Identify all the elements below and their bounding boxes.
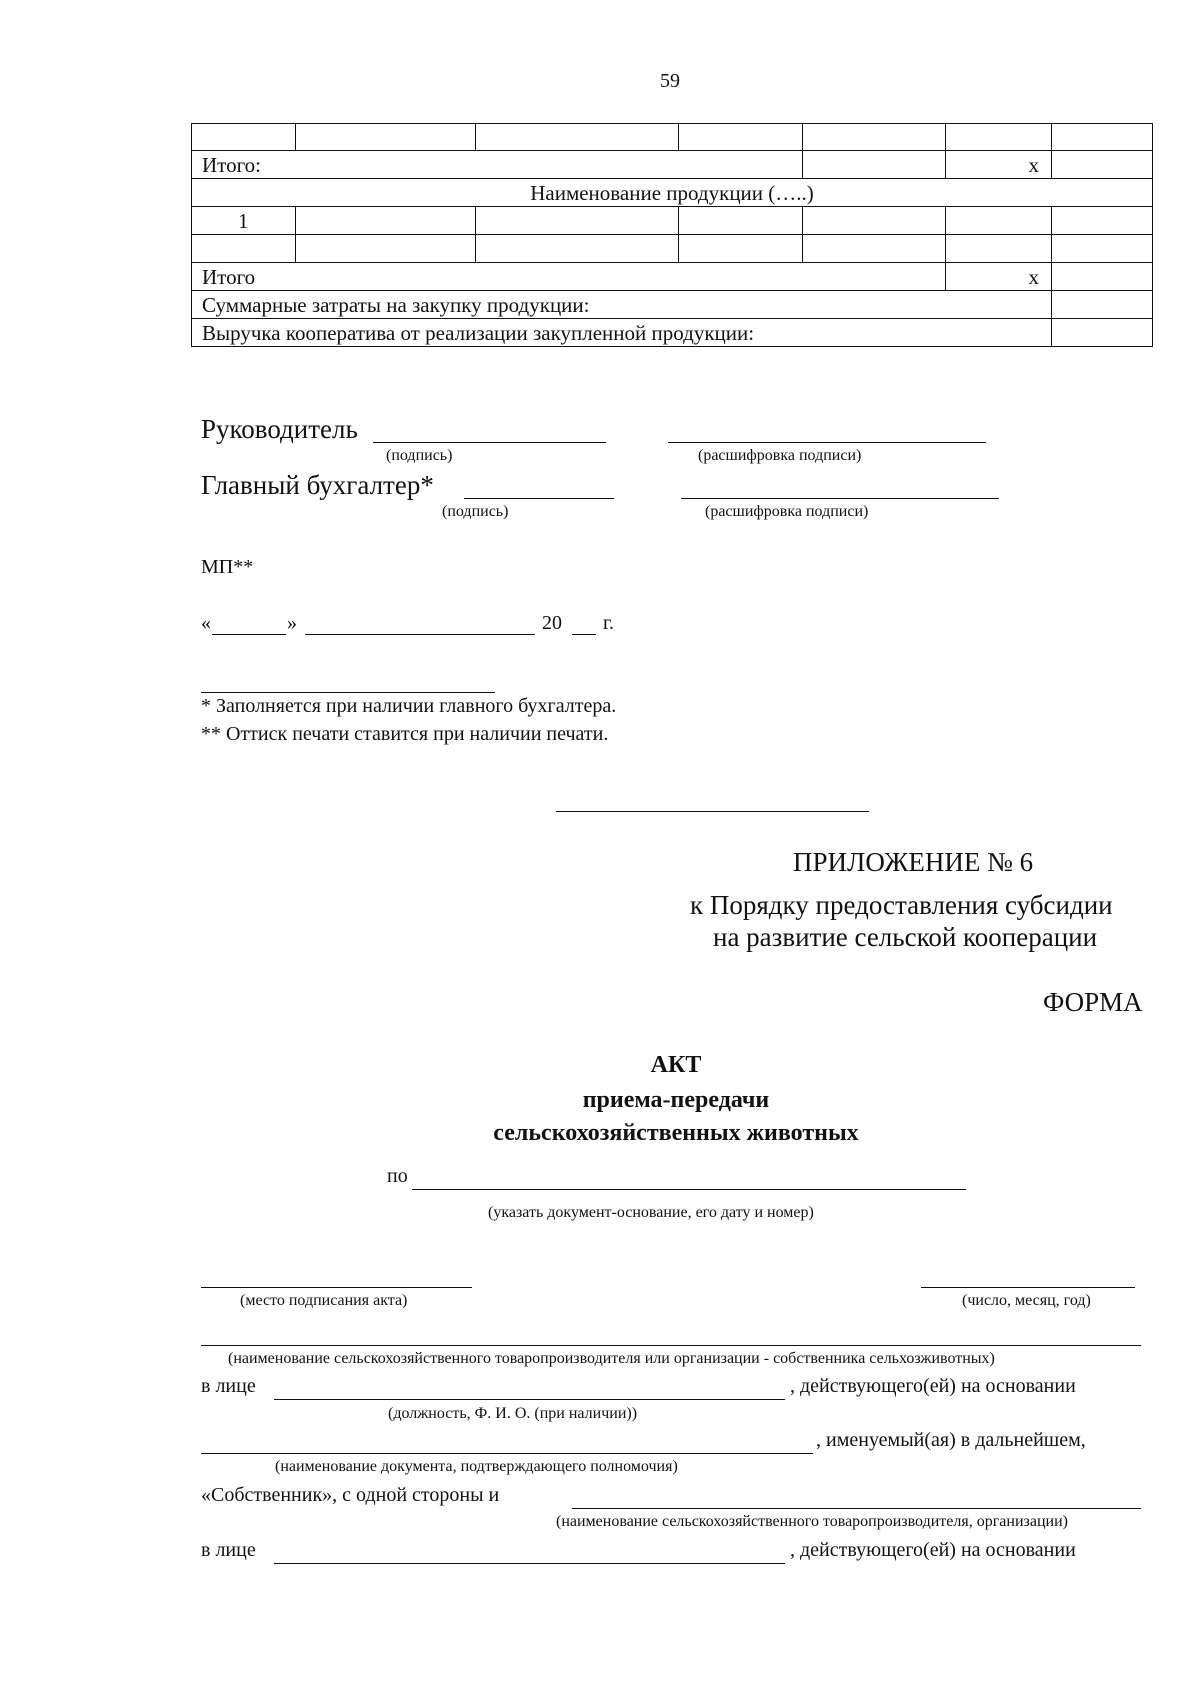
hereinafter-label: , именуемый(ая) в дальнейшем, <box>816 1429 1086 1451</box>
total-label-cell: Итого <box>192 263 946 291</box>
place-line <box>201 1287 472 1288</box>
acting-label-2: , действующего(ей) на основании <box>790 1539 1076 1561</box>
accountant-decode-hint: (расшифровка подписи) <box>705 503 869 520</box>
basis-hint: (указать документ-основание, его дату и номер) <box>488 1204 814 1221</box>
table-row <box>192 179 1153 207</box>
sum-costs-cell: Суммарные затраты на закупку продукции: <box>192 291 1052 319</box>
representative-line-2 <box>274 1563 785 1564</box>
head-sign-hint: (подпись) <box>386 447 453 464</box>
table-row <box>192 207 1153 235</box>
table-row <box>192 319 1153 347</box>
place-hint: (место подписания акта) <box>240 1292 408 1309</box>
in-person-label-1: в лице <box>201 1375 256 1397</box>
by-label: по <box>387 1165 408 1187</box>
date-year: 20 <box>542 612 562 634</box>
act-subtitle-2: сельскохозяйственных животных <box>493 1120 859 1146</box>
footnote-separator <box>201 692 495 693</box>
owner-name-hint: (наименование сельскохозяйственного товаропроизводителя или организации - собственника сельхозживотных) <box>228 1350 995 1367</box>
footnote-2: ** Оттиск печати ставится при наличии печати. <box>201 723 609 745</box>
position-hint: (должность, Ф. И. О. (при наличии)) <box>388 1405 638 1422</box>
product-header-cell: Наименование продукции (…..) <box>192 179 1153 207</box>
section-separator <box>556 811 869 812</box>
acting-label-1: , действующего(ей) на основании <box>790 1375 1076 1397</box>
owner-name-line <box>201 1345 1141 1346</box>
x-mark-cell: x <box>946 151 1052 179</box>
head-label: Руководитель <box>201 414 358 444</box>
head-decode-line <box>668 442 986 443</box>
accountant-signature-line <box>464 498 614 499</box>
date-hint: (число, месяц, год) <box>962 1292 1091 1309</box>
appendix-line-1: к Порядку предоставления субсидии <box>690 890 1113 920</box>
accountant-decode-line <box>681 498 999 499</box>
date-year-line <box>572 634 596 635</box>
stamp-mark: МП** <box>201 556 254 578</box>
form-label: ФОРМА <box>1043 987 1143 1017</box>
revenue-cell: Выручка кооператива от реализации закупленной продукции: <box>192 319 1052 347</box>
page-number: 59 <box>660 70 680 92</box>
producer-line <box>572 1508 1141 1509</box>
table-row <box>192 151 1153 179</box>
act-subtitle-1: приема-передачи <box>582 1087 770 1113</box>
products-table <box>191 123 1153 347</box>
date-day-line <box>212 634 286 635</box>
date-line <box>921 1287 1135 1288</box>
accountant-sign-hint: (подпись) <box>442 503 509 520</box>
head-decode-hint: (расшифровка подписи) <box>698 447 862 464</box>
date-close-quote: » <box>287 612 297 634</box>
authority-doc-line <box>201 1453 813 1454</box>
date-suffix: г. <box>603 612 614 634</box>
total-label-cell: Итого: <box>192 151 803 179</box>
in-person-label-2: в лице <box>201 1539 256 1561</box>
appendix-title: ПРИЛОЖЕНИЕ № 6 <box>793 847 1034 877</box>
table-row <box>192 124 1153 151</box>
accountant-label: Главный бухгалтер* <box>201 470 434 500</box>
row-number-cell: 1 <box>192 207 296 235</box>
table-row <box>192 235 1153 263</box>
footnote-1: * Заполняется при наличии главного бухгалтера. <box>201 695 617 717</box>
x-mark-cell: x <box>946 263 1052 291</box>
head-signature-line <box>373 442 606 443</box>
date-open-quote: « <box>201 612 211 634</box>
table-row <box>192 291 1153 319</box>
act-title: АКТ <box>650 1052 702 1078</box>
appendix-line-2: на развитие сельской кооперации <box>713 922 1098 952</box>
producer-hint: (наименование сельскохозяйственного товаропроизводителя, организации) <box>556 1513 1068 1530</box>
basis-line <box>412 1189 966 1190</box>
owner-side-label: «Собственник», с одной стороны и <box>201 1484 500 1506</box>
representative-line-1 <box>274 1399 785 1400</box>
table-row <box>192 263 1153 291</box>
date-month-line <box>305 634 535 635</box>
authority-doc-hint: (наименование документа, подтверждающего полномочия) <box>275 1458 678 1475</box>
